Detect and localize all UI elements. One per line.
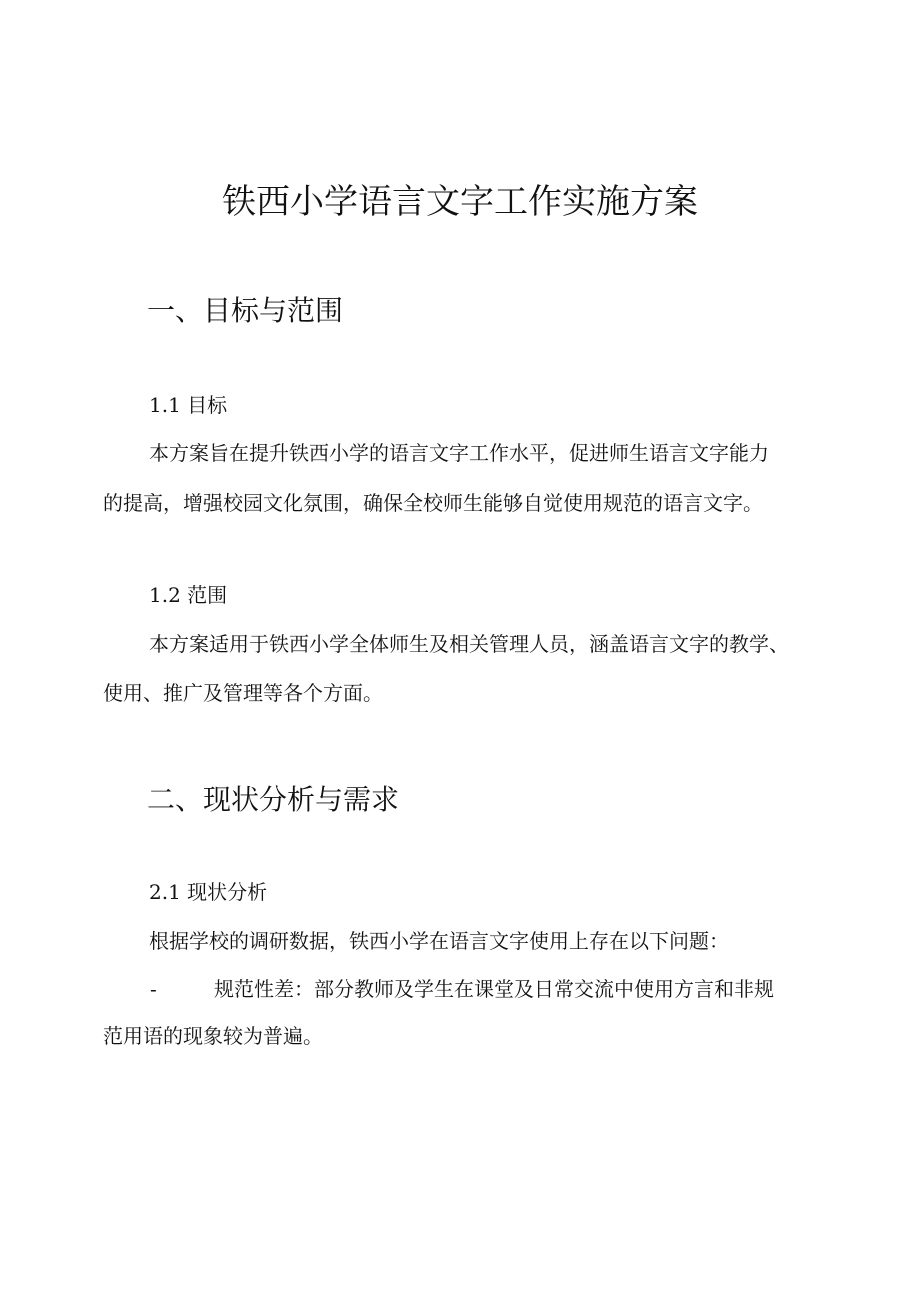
paragraph-line: 使用、推广及管理等各个方面。 bbox=[103, 681, 383, 705]
subsection-2-1-heading: 2.1 现状分析 bbox=[149, 880, 268, 904]
section-2-heading: 二、现状分析与需求 bbox=[147, 783, 400, 816]
bullet-line: 规范性差：部分教师及学生在课堂及日常交流中使用方言和非规 bbox=[214, 977, 774, 1001]
paragraph-line: 根据学校的调研数据，铁西小学在语言文字使用上存在以下问题： bbox=[149, 929, 729, 953]
subsection-1-2-heading: 1.2 范围 bbox=[149, 583, 228, 607]
subsection-1-1-heading: 1.1 目标 bbox=[149, 393, 228, 417]
bullet-line: 范用语的现象较为普遍。 bbox=[103, 1024, 323, 1048]
paragraph-line: 本方案旨在提升铁西小学的语言文字工作水平，促进师生语言文字能力 bbox=[149, 441, 769, 465]
bullet-marker: - bbox=[150, 977, 157, 1001]
document-title: 铁西小学语言文字工作实施方案 bbox=[222, 182, 698, 222]
paragraph-line: 的提高，增强校园文化氛围，确保全校师生能够自觉使用规范的语言文字。 bbox=[103, 491, 763, 515]
section-1-heading: 一、目标与范围 bbox=[147, 294, 344, 327]
paragraph-line: 本方案适用于铁西小学全体师生及相关管理人员，涵盖语言文字的教学、 bbox=[149, 632, 789, 656]
